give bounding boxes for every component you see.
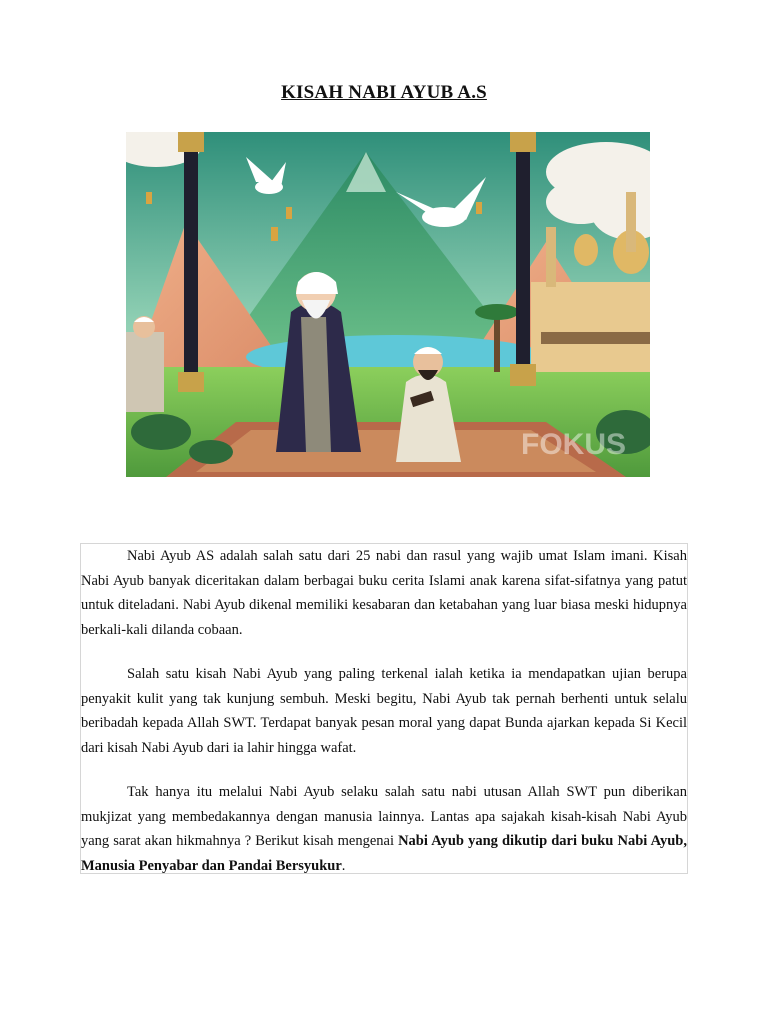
paragraph-1: Nabi Ayub AS adalah salah satu dari 25 nabi dan rasul yang wajib umat Islam imani. Kisah Nabi Ayub banyak diceritakan dalam berbagai buku cerita Islami anak karena sifat-sifatnya yang patut untuk diteladani. Nabi Ayub dikenal memiliki kesabaran dan ketabahan yang luar biasa meski hidupnya berkali-kali dilanda cobaan.	[81, 548, 687, 638]
watermark-text: FOKUS	[521, 428, 626, 461]
story-illustration	[126, 132, 650, 477]
paragraph-2: Salah satu kisah Nabi Ayub yang paling terkenal ialah ketika ia mendapatkan ujian berupa penyakit kulit yang tak kunjung sembuh. Meski begitu, Nabi Ayub tak pernah berhenti untuk selalu beribadah kepada Allah SWT. Terdapat banyak pesan moral yang dapat Bunda ajarkan kepada Si Kecil dari kisah Nabi Ayub dari ia lahir hingga wafat.	[81, 666, 687, 756]
paragraph-3-end: .	[341, 857, 346, 874]
paragraph-3-start: Tak hanya itu melalui Nabi Ayub selaku salah satu nabi utusan Allah SWT pun diberikan mukjizat yang membedakannya dengan manusia lainnya. Lantas apa sajakah kisah-kisah Nabi Ayub yang sarat akan hikmahnya ? Berikut kisah mengenai	[81, 784, 687, 849]
paragraph-3	[81, 780, 687, 878]
document-title: KISAH NABI AYUB A.S	[281, 82, 487, 103]
body-text-box	[80, 543, 688, 874]
book-reference: Nabi Ayub yang dikutip dari buku Nabi Ayub, Manusia Penyabar dan Pandai Bersyukur	[81, 833, 687, 874]
